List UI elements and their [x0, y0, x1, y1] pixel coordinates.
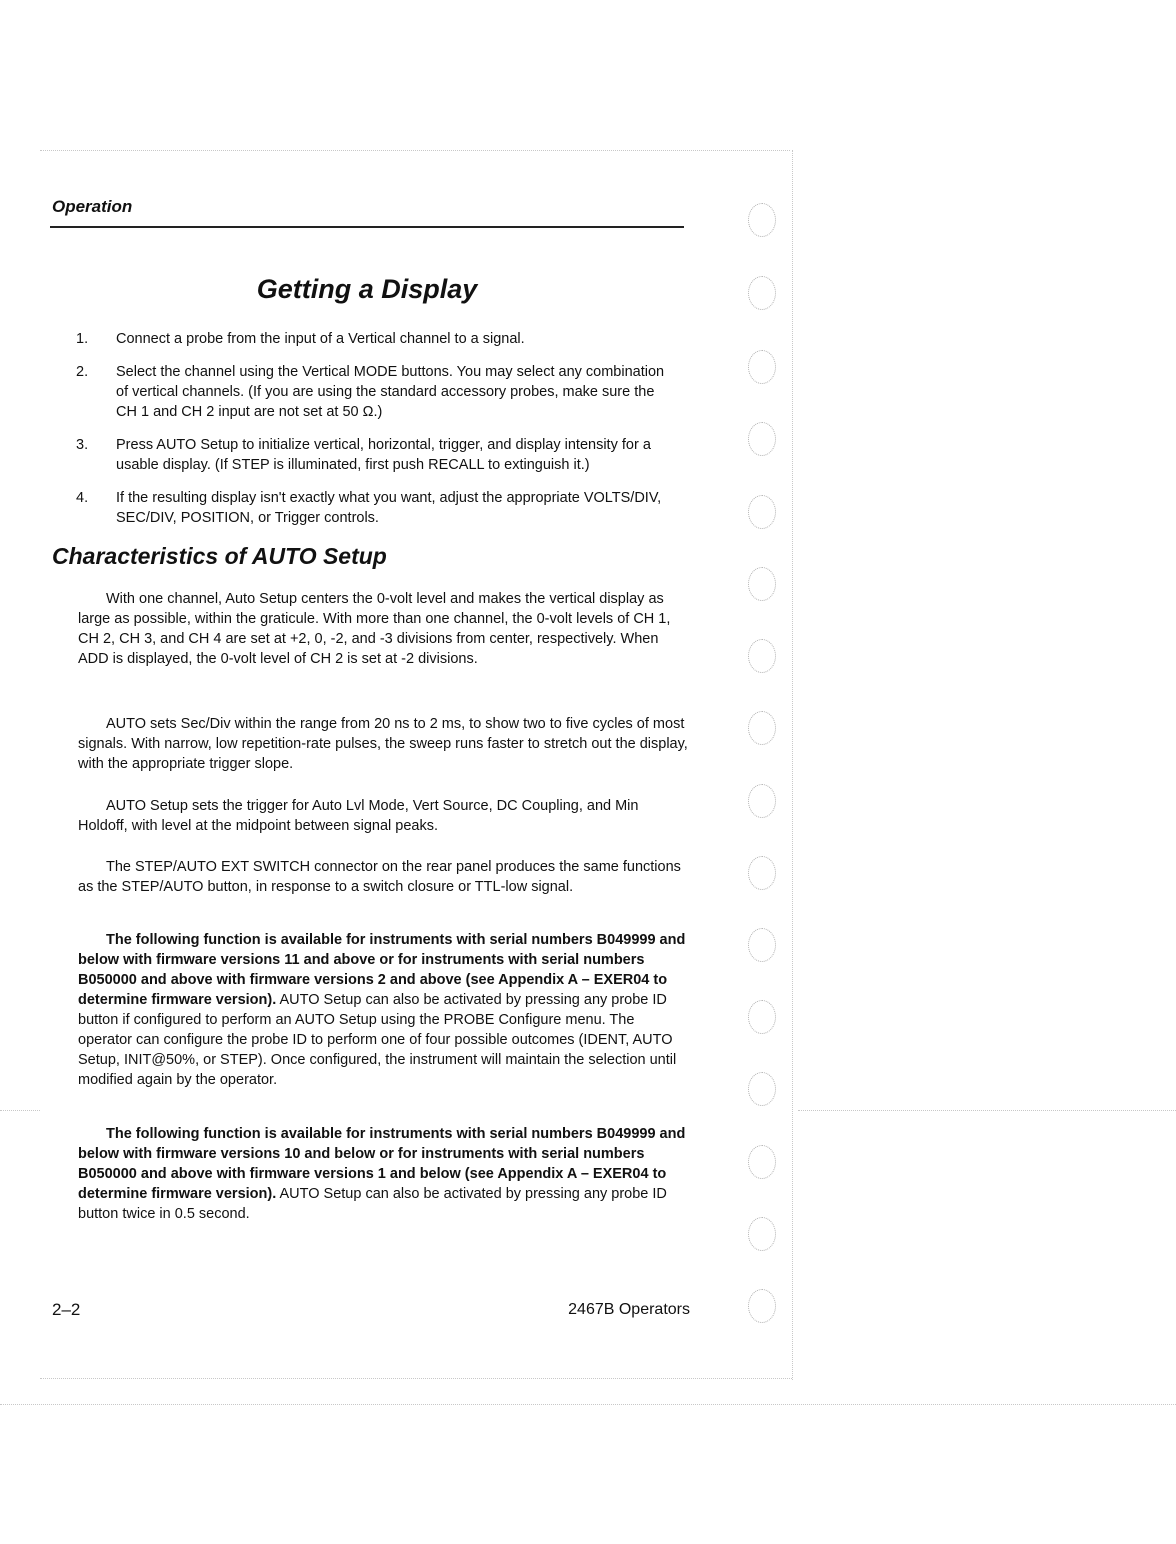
- scan-edge-right: [792, 150, 793, 1380]
- page-number: 2–2: [52, 1300, 81, 1319]
- binder-hole: [748, 495, 776, 529]
- binder-hole: [748, 1217, 776, 1251]
- firmware-note: The following function is available for instruments with serial numbers B049999 and below with firmware versions 10 and below or for instruments with serial numbers B050000 and above with firmware versions 1 and below (see Appendix A – EXER04 to determine firmware version).: [78, 1126, 686, 1202]
- section-label: Operation: [52, 197, 133, 216]
- binder-hole: [748, 350, 776, 384]
- step-item: [76, 329, 676, 349]
- paragraph-one-channel: With one channel, Auto Setup centers the 0-volt level and makes the vertical display as large as possible, within the graticule. With more than one channel, the 0-volt levels of CH 1, CH 2, CH 3, and CH 4 are set at +2, 0, -2, and -3 divisions from center, respectively. When ADD is displayed, the 0-volt level of CH 2 is set at -2 divisions.: [78, 591, 671, 667]
- binder-hole: [748, 1289, 776, 1323]
- paragraph-sec-div: AUTO sets Sec/Div within the range from 20 ns to 2 ms, to show two to five cycles of most signals. With narrow, low repetition-rate pulses, the sweep runs faster to stretch out the display, with the appropriate trigger slope.: [78, 716, 688, 772]
- binder-hole: [748, 203, 776, 237]
- step-number: 3.: [76, 437, 89, 453]
- scan-edge-bottom: [40, 1378, 792, 1379]
- step-number: 1.: [76, 331, 89, 347]
- scan-edge-middle-right: [798, 1110, 1176, 1111]
- binder-hole: [748, 639, 776, 673]
- paragraph-trigger: AUTO Setup sets the trigger for Auto Lvl Mode, Vert Source, DC Coupling, and Min Holdoff, with level at the midpoint between signal peaks.: [78, 798, 639, 834]
- header-rule: [50, 226, 684, 228]
- binder-hole: [748, 1072, 776, 1106]
- paragraph-text: AUTO Setup can also be activated by pressing any probe ID button twice in 0.5 second.: [78, 1186, 667, 1222]
- binder-hole: [748, 1000, 776, 1034]
- step-item: [76, 362, 676, 422]
- paragraph-probe-id-configure: [78, 930, 688, 1090]
- section-heading: Characteristics of AUTO Setup: [52, 543, 387, 569]
- binder-hole: [748, 856, 776, 890]
- paragraph-ext-switch: The STEP/AUTO EXT SWITCH connector on the rear panel produces the same functions as the STEP/AUTO button, in response to a switch closure or TTL-low signal.: [78, 859, 681, 895]
- step-text: If the resulting display isn't exactly what you want, adjust the appropriate VOLTS/DIV, SEC/DIV, POSITION, or Trigger controls.: [116, 490, 662, 526]
- binder-hole: [748, 928, 776, 962]
- page-title: Getting a Display: [256, 274, 478, 304]
- scan-edge-top: [40, 150, 790, 151]
- paragraph-probe-id-twice: [78, 1124, 688, 1224]
- step-text: Press AUTO Setup to initialize vertical, horizontal, trigger, and display intensity for a usable display. (If STEP is illuminated, first push RECALL to extinguish it.): [116, 437, 651, 473]
- binder-hole: [748, 784, 776, 818]
- binder-hole: [748, 567, 776, 601]
- step-number: 2.: [76, 364, 89, 380]
- binder-hole: [748, 1145, 776, 1179]
- binder-hole: [748, 711, 776, 745]
- manual-name: 2467B Operators: [568, 1301, 690, 1318]
- binder-hole: [748, 422, 776, 456]
- binder-hole: [748, 276, 776, 310]
- firmware-note: The following function is available for instruments with serial numbers B049999 and below with firmware versions 11 and above or for instruments with serial numbers B050000 and above with firmware versions 2 and above (see Appendix A – EXER04 to determine firmware version).: [78, 932, 686, 1008]
- paragraph-text: AUTO Setup can also be activated by pressing any probe ID button if configured to perform an AUTO Setup using the PROBE Configure menu. The operator can configure the probe ID to perform one of four possible outcomes (IDENT, AUTO Setup, INIT@50%, or STEP). Once configured, the instrument will maintain the selection until modified again by the operator.: [78, 992, 677, 1088]
- steps-list: [76, 329, 676, 541]
- step-item: [76, 488, 676, 528]
- step-text: Connect a probe from the input of a Vertical channel to a signal.: [116, 331, 525, 347]
- step-number: 4.: [76, 490, 89, 506]
- step-text: Select the channel using the Vertical MODE buttons. You may select any combination of vertical channels. (If you are using the standard accessory probes, make sure the CH 1 and CH 2 input are not set at 50 Ω.): [116, 364, 665, 420]
- scan-edge-middle-left: [0, 1110, 40, 1111]
- step-item: [76, 435, 676, 475]
- scan-edge-page-bottom: [0, 1404, 1176, 1405]
